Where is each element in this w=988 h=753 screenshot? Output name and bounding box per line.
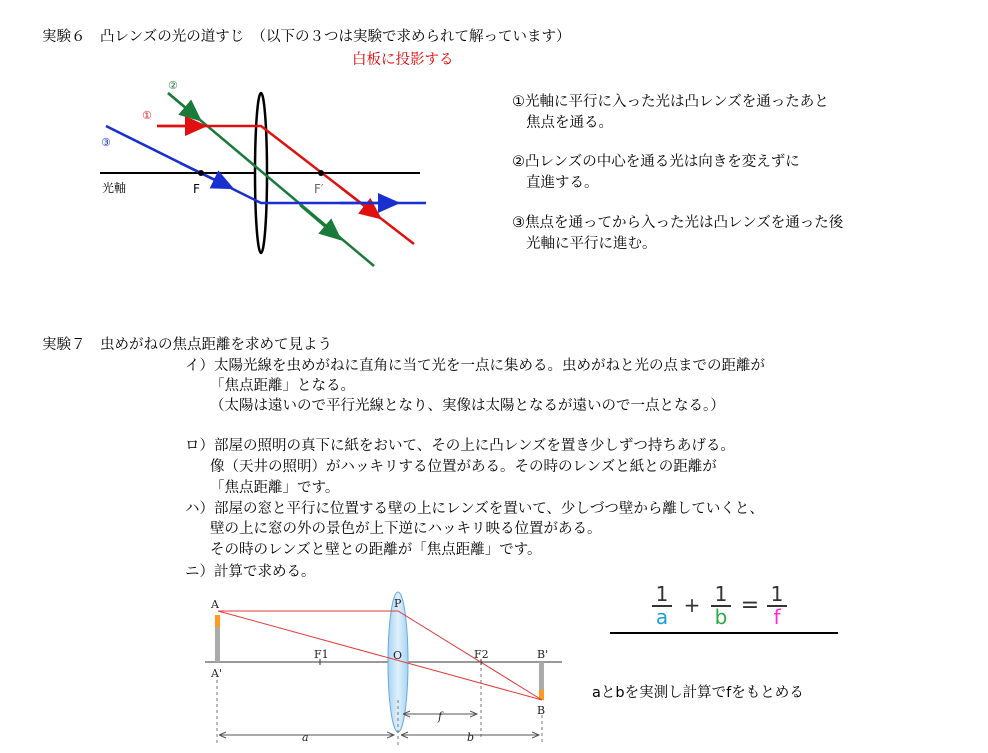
item-ha-line2: 壁の上に窓の外の景色が上下逆にハッキリ映る位置がある。 <box>210 521 602 537</box>
item-ro-line2: 像（天井の照明）がハッキリする位置がある。その時のレンズと紙との距離が <box>210 459 717 475</box>
ray-1-marker: ① <box>142 109 152 122</box>
formula-b: b <box>714 605 728 629</box>
formula-n3: 1 <box>770 582 784 606</box>
item-i-line3: （太陽は遠いので平行光線となり、実像は太陽となるが遠いので一点となる。） <box>210 398 725 414</box>
ray-2-marker: ② <box>168 79 178 92</box>
ray-3-marker: ③ <box>101 136 111 149</box>
label-a: a <box>302 731 309 744</box>
formula-n1: 1 <box>655 582 669 606</box>
item-ha-line1: ハ）部屋の窓と平行に位置する壁の上にレンズを置いて、少しづつ壁から離していくと、 <box>185 501 764 517</box>
formula-equals: = <box>740 593 760 618</box>
focus-right-label: F′ <box>314 182 324 196</box>
label-F1: F1 <box>314 648 329 661</box>
label-F2: F2 <box>474 648 489 661</box>
item-ha-line3: その時のレンズと壁との距離が「焦点距離」です。 <box>210 542 542 558</box>
item-ro-line1: ロ）部屋の照明の真下に紙をおいて、その上に凸レンズを置き少しずつ持ちあげる。 <box>185 438 735 454</box>
rule-2-line1: ②凸レンズの中心を通る光は向きを変えずに <box>512 154 800 170</box>
label-B: B <box>537 704 546 717</box>
item-ro-line3: 「焦点距離」です。 <box>210 480 340 496</box>
item-i-line2: 「焦点距離」となる。 <box>210 378 355 394</box>
label-b: b <box>467 731 475 744</box>
label-A: A <box>211 598 219 611</box>
formula-f: f <box>773 605 781 629</box>
exp7-title: 実験７ 虫めがねの焦点距離を求めて見よう <box>42 337 332 353</box>
item-i-line1: イ）太陽光線を虫めがねに直角に当て光を一点に集める。虫めがねと光の点までの距離が <box>185 358 765 374</box>
exp6-title: 実験６ 凸レンズの光の道すじ （以下の３つは実験で求められて解っています） <box>42 29 571 45</box>
label-f: f <box>438 710 443 723</box>
formula-a: a <box>655 605 669 629</box>
label-A-prime: A' <box>211 667 222 680</box>
rule-3-line2: 光軸に平行に進む。 <box>526 236 657 252</box>
rule-2-line2: 直進する。 <box>526 175 599 191</box>
item-ni-line1: ニ）計算で求める。 <box>185 564 316 580</box>
exp6-subtitle: 白板に投影する <box>352 52 454 68</box>
rule-3-line1: ③焦点を通ってから入った光は凸レンズを通った後 <box>512 215 844 231</box>
rule-1-line1: ①光軸に平行に入った光は凸レンズを通ったあと <box>512 94 829 110</box>
focus-left-label: F <box>193 182 200 196</box>
rule-1-line2: 焦点を通る。 <box>526 115 613 131</box>
formula-n2: 1 <box>714 582 728 606</box>
axis-label: 光軸 <box>102 181 127 195</box>
label-P: P <box>394 597 402 610</box>
label-O: O <box>393 649 403 662</box>
label-B-prime: B' <box>537 648 549 661</box>
formula-note: aとbを実測し計算でfをもとめる <box>592 685 804 701</box>
formula-plus: + <box>683 593 701 617</box>
